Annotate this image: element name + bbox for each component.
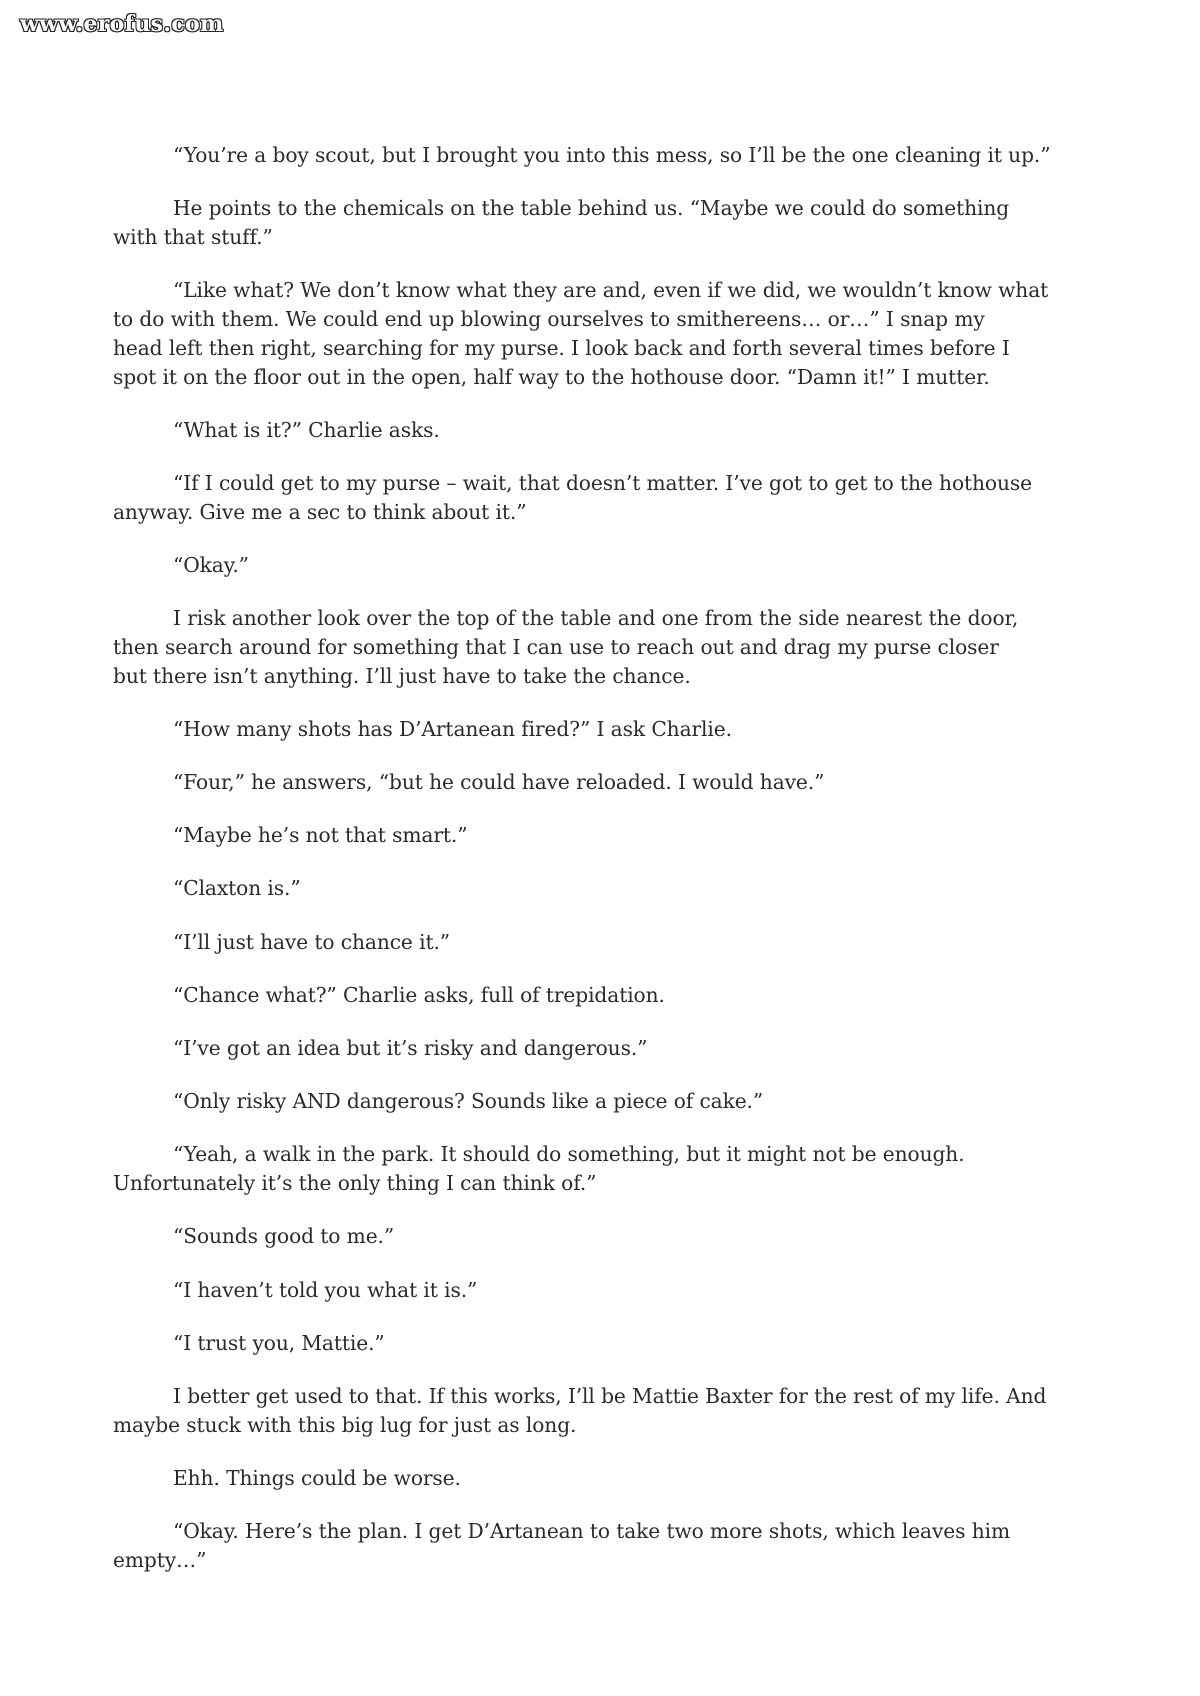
book-page-text (113, 141, 1063, 1599)
paragraph (143, 1034, 1063, 1063)
paragraph (143, 715, 1063, 744)
paragraph-line: “How many shots has D’Artanean fired?” I ask Charlie. (173, 716, 732, 741)
paragraph (113, 1517, 1063, 1575)
paragraph-line: I better get used to that. If this works, I’ll be Mattie Baxter for the rest of my life. And (173, 1383, 1047, 1408)
paragraph-line: “Okay. Here’s the plan. I get D’Artanean to take two more shots, which leaves him (173, 1519, 1010, 1544)
paragraph-line: He points to the chemicals on the table behind us. “Maybe we could do something (173, 196, 1010, 221)
paragraph (113, 1140, 1063, 1198)
paragraph-line: Ehh. Things could be worse. (173, 1465, 461, 1490)
paragraph-line: maybe stuck with this big lug for just as long. (113, 1412, 577, 1437)
paragraph (113, 469, 1063, 527)
paragraph-line: I risk another look over the top of the table and one from the side nearest the door, (173, 606, 1019, 631)
paragraph (143, 1464, 1063, 1493)
paragraph-line: “Sounds good to me.” (173, 1224, 395, 1249)
paragraph-line: head left then right, searching for my purse. I look back and forth several times before I (113, 335, 1010, 360)
paragraph-line: “Maybe he’s not that smart.” (173, 823, 468, 848)
paragraph-line: “I haven’t told you what it is.” (173, 1277, 478, 1302)
paragraph-line: empty…” (113, 1547, 207, 1572)
paragraph-line: “I’ve got an idea but it’s risky and dangerous.” (173, 1036, 648, 1061)
paragraph (143, 1329, 1063, 1358)
paragraph-line: with that stuff.” (113, 224, 273, 249)
paragraph (143, 768, 1063, 797)
paragraph-line: but there isn’t anything. I’ll just have to take the chance. (113, 663, 691, 688)
paragraph-line: “Chance what?” Charlie asks, full of trepidation. (173, 982, 665, 1007)
paragraph-line: “Four,” he answers, “but he could have reloaded. I would have.” (173, 770, 825, 795)
paragraph-line: “What is it?” Charlie asks. (173, 417, 440, 442)
paragraph-line: Unfortunately it’s the only thing I can think of.” (113, 1171, 597, 1196)
paragraph-line: “Like what? We don’t know what they are and, even if we did, we wouldn’t know what (173, 278, 1049, 303)
paragraph (143, 874, 1063, 903)
paragraph (143, 1276, 1063, 1305)
paragraph (113, 604, 1063, 690)
paragraph-line: “Okay.” (173, 552, 249, 577)
paragraph-line: to do with them. We could end up blowing ourselves to smithereens… or…” I snap my (113, 306, 985, 331)
paragraph (143, 141, 1063, 170)
paragraph-line: anyway. Give me a sec to think about it.” (113, 499, 527, 524)
paragraph-line: “If I could get to my purse – wait, that doesn’t matter. I’ve got to get to the hothouse (173, 470, 1032, 495)
paragraph (113, 1382, 1063, 1440)
paragraph (113, 276, 1063, 391)
paragraph (143, 416, 1063, 445)
paragraph (113, 194, 1063, 252)
paragraph-line: “Claxton is.” (173, 876, 301, 901)
paragraph-line: “I trust you, Mattie.” (173, 1330, 385, 1355)
paragraph-line: “You’re a boy scout, but I brought you into this mess, so I’ll be the one cleaning it up.” (173, 143, 1051, 167)
paragraph (143, 928, 1063, 957)
paragraph-line: “I’ll just have to chance it.” (173, 929, 451, 954)
site-watermark: www.erofus.com (20, 11, 224, 37)
paragraph (143, 551, 1063, 580)
paragraph (143, 1222, 1063, 1251)
paragraph (143, 981, 1063, 1010)
paragraph (143, 1087, 1063, 1116)
paragraph-line: then search around for something that I can use to reach out and drag my purse closer (113, 634, 999, 659)
paragraph-line: “Yeah, a walk in the park. It should do something, but it might not be enough. (173, 1142, 965, 1167)
paragraph-line: spot it on the floor out in the open, half way to the hothouse door. “Damn it!” I mutter. (113, 364, 990, 389)
paragraph (143, 821, 1063, 850)
paragraph-line: “Only risky AND dangerous? Sounds like a piece of cake.” (173, 1089, 764, 1114)
